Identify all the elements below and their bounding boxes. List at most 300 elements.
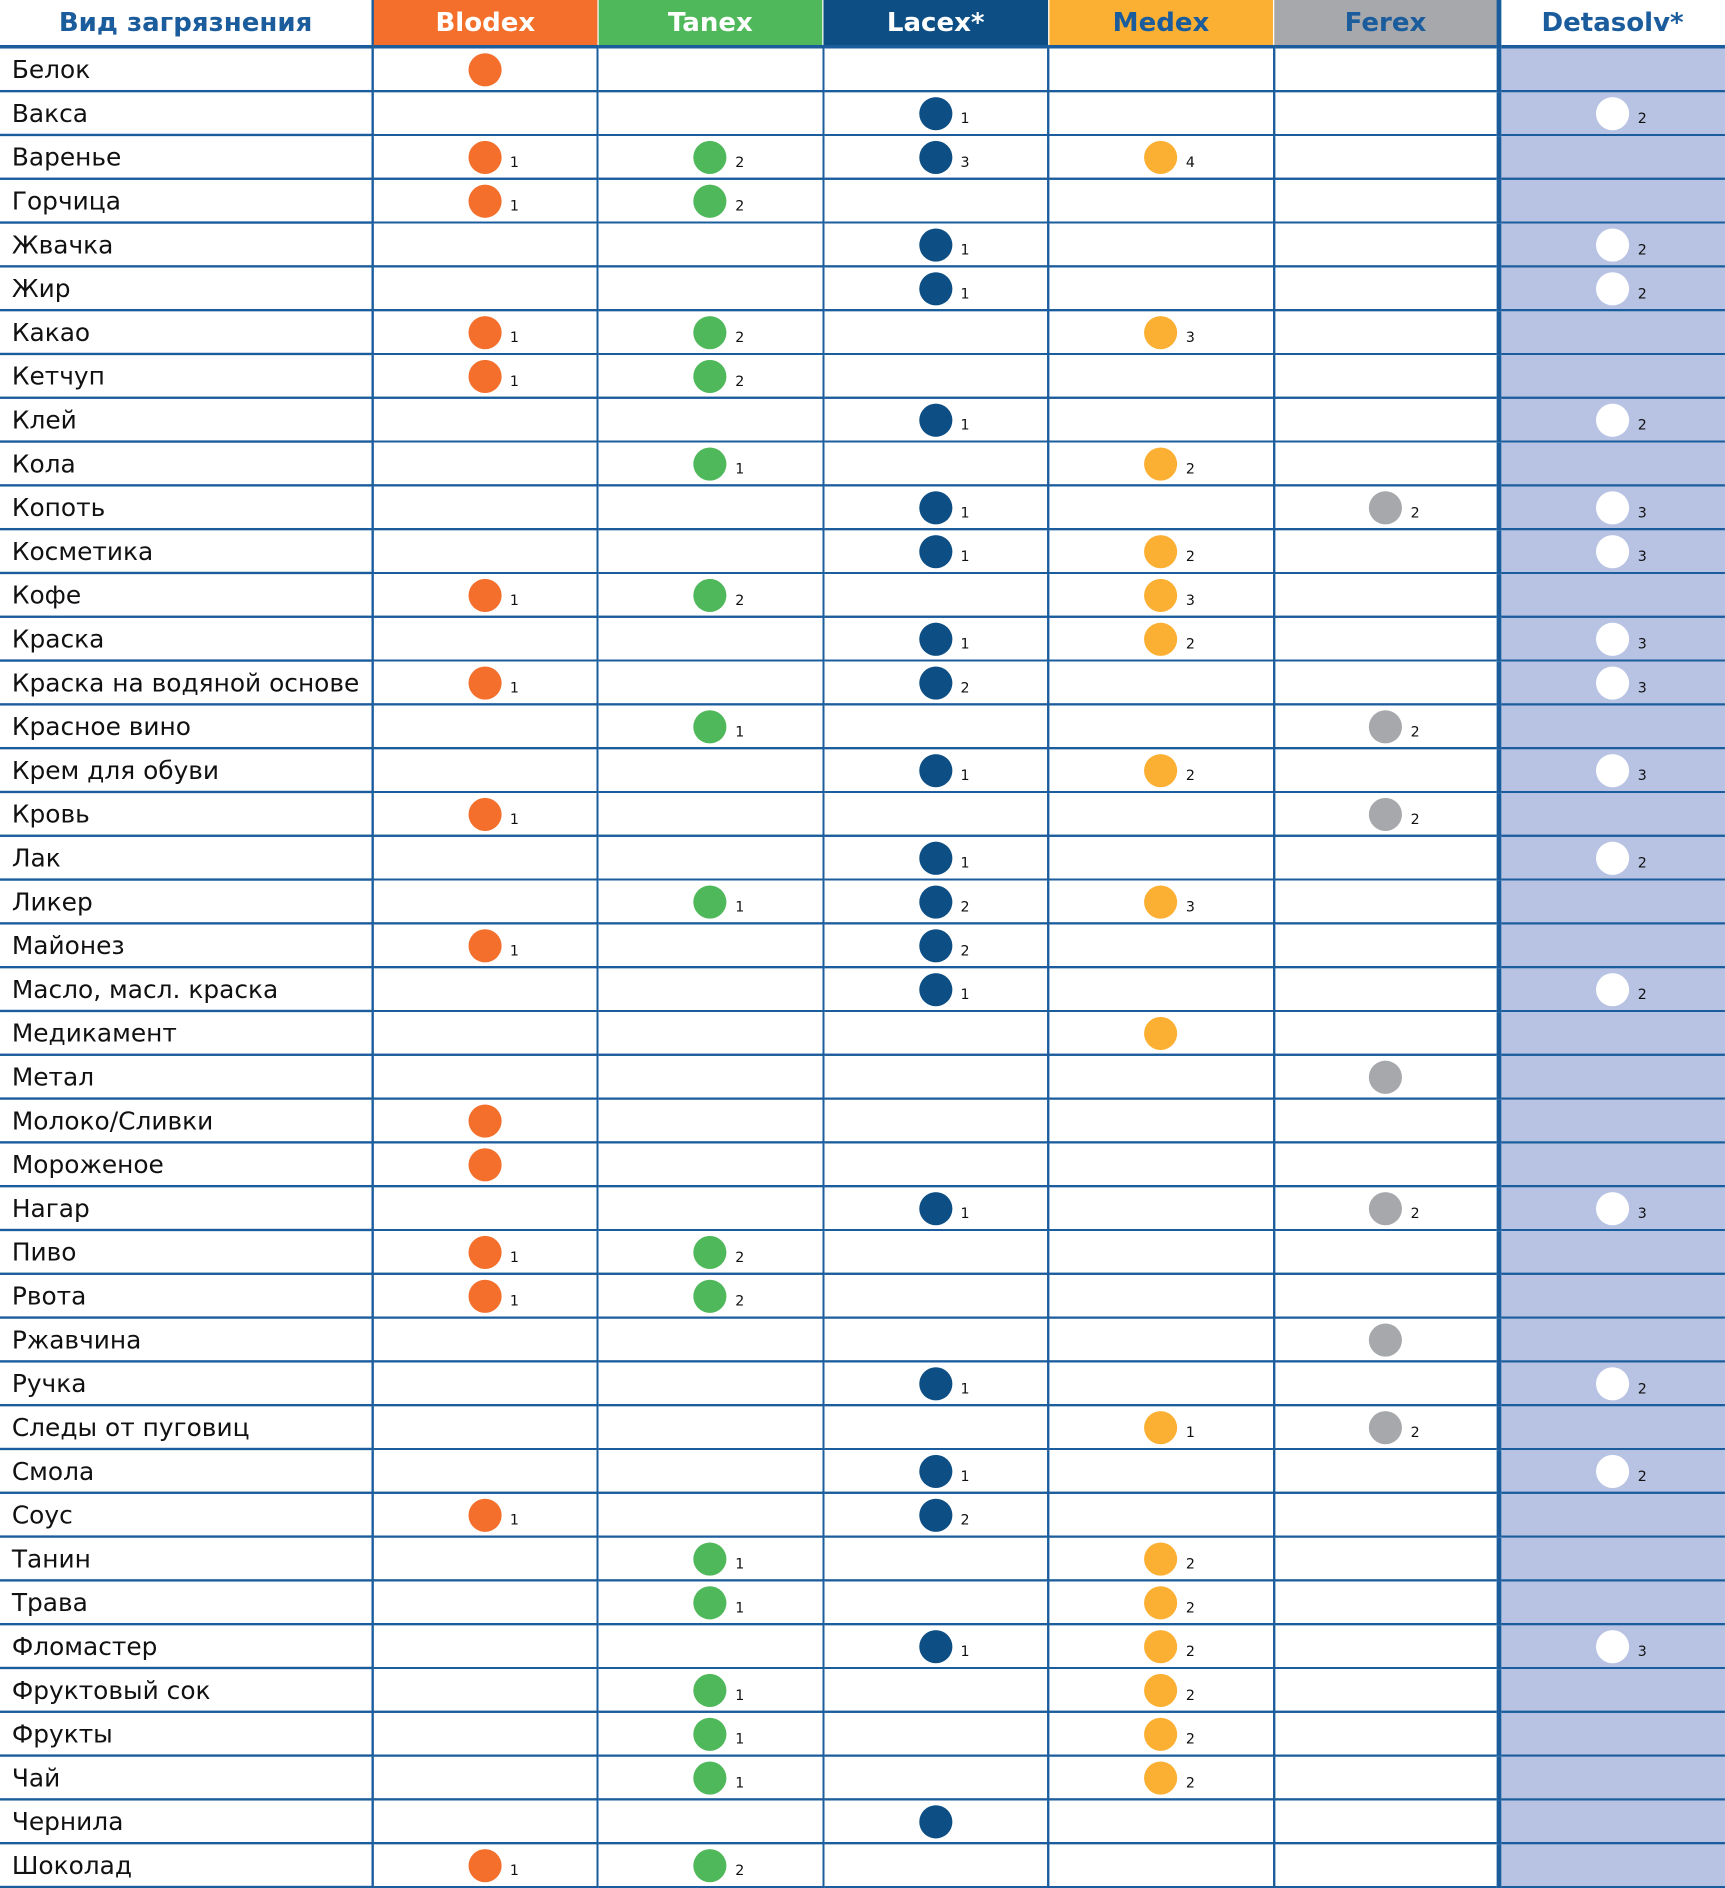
order-number: 2 [1637,109,1647,127]
cell-medex [1048,354,1273,398]
table-row [0,1537,1724,1581]
cell-lacex [823,223,1048,267]
cell-blodex [372,1712,597,1756]
recommendation-mark [1596,534,1667,567]
cell-lacex [823,704,1048,748]
stain-type-name: Кетчуп [0,354,372,398]
recommendation-mark [919,1454,990,1487]
cell-tanex [598,1099,823,1143]
table-row [0,1274,1724,1318]
order-number: 1 [735,1730,745,1747]
order-number: 2 [1185,635,1195,652]
cell-lacex [823,1537,1048,1581]
cell-blodex [372,923,597,967]
recommendation-mark [919,885,990,918]
order-number: 1 [509,1511,519,1528]
stain-type-name: Нагар [0,1186,372,1230]
product-dot-ferex [1369,1410,1402,1443]
cell-ferex [1274,1756,1499,1800]
cell-tanex [598,1274,823,1318]
cell-detasolv [1499,1230,1724,1274]
cell-ferex [1274,748,1499,792]
product-dot-detasolv [1596,666,1629,699]
order-number: 2 [1637,854,1647,871]
recommendation-mark [919,841,990,874]
cell-medex [1048,1799,1273,1843]
table-row [0,1055,1724,1099]
cell-tanex [598,967,823,1011]
cell-detasolv [1499,661,1724,705]
cell-lacex [823,1230,1048,1274]
product-dot-lacex [919,622,952,655]
cell-detasolv [1499,573,1724,617]
stain-type-name: Чай [0,1756,372,1800]
product-dot-medex [1144,1410,1177,1443]
product-dot-lacex [919,140,952,173]
order-number: 2 [1637,985,1647,1003]
recommendation-mark [1596,272,1667,305]
recommendation-mark [1369,1060,1440,1093]
stain-type-name: Крем для обуви [0,748,372,792]
cell-ferex [1274,442,1499,486]
stain-type-name: Ручка [0,1361,372,1405]
table-row [0,1843,1724,1887]
cell-medex [1048,223,1273,267]
cell-detasolv [1499,1799,1724,1843]
product-dot-detasolv [1596,1454,1629,1487]
product-dot-blodex [468,140,501,173]
order-number: 3 [1185,897,1195,915]
recommendation-mark [694,710,765,743]
cell-medex [1048,1537,1273,1581]
cell-lacex [823,179,1048,223]
cell-medex [1048,135,1273,179]
column-header-medex: Medex [1048,0,1273,47]
order-number: 3 [1185,328,1195,346]
order-number: 2 [960,941,970,959]
recommendation-mark [468,1235,539,1268]
cell-blodex [372,485,597,529]
cell-ferex [1274,485,1499,529]
stain-type-name: Красное вино [0,704,372,748]
cell-lacex [823,1405,1048,1449]
recommendation-mark [694,578,765,611]
cell-detasolv [1499,1011,1724,1055]
product-dot-lacex [919,491,952,524]
cell-tanex [598,1361,823,1405]
cell-blodex [372,91,597,135]
cell-lacex [823,398,1048,442]
cell-blodex [372,1624,597,1668]
cell-ferex [1274,1668,1499,1712]
order-number: 2 [1185,1686,1195,1703]
column-header-lacex: Lacex* [823,0,1048,47]
cell-medex [1048,47,1273,91]
cell-medex [1048,179,1273,223]
table-row [0,792,1724,836]
product-dot-blodex [468,797,501,830]
order-number: 2 [1637,240,1647,258]
product-dot-lacex [919,929,952,962]
cell-blodex [372,1756,597,1800]
order-number: 2 [960,1511,970,1528]
cell-medex [1048,1099,1273,1143]
cell-lacex [823,617,1048,661]
cell-tanex [598,1011,823,1055]
table-row [0,1142,1724,1186]
recommendation-mark [468,1849,539,1882]
cell-blodex [372,1011,597,1055]
order-number: 3 [1185,591,1195,608]
table-row [0,748,1724,792]
product-dot-lacex [919,228,952,261]
cell-tanex [598,1756,823,1800]
product-dot-tanex [694,578,727,611]
recommendation-mark [1369,491,1440,524]
cell-medex [1048,573,1273,617]
recommendation-mark [1144,1673,1215,1706]
cell-ferex [1274,967,1499,1011]
header-row [0,0,1724,47]
cell-lacex [823,1449,1048,1493]
cell-detasolv [1499,223,1724,267]
product-dot-ferex [1369,1060,1402,1093]
cell-tanex [598,1449,823,1493]
cell-blodex [372,529,597,573]
cell-lacex [823,880,1048,924]
cell-tanex [598,1055,823,1099]
order-number: 1 [1185,1423,1195,1441]
cell-detasolv [1499,923,1724,967]
order-number: 1 [960,109,970,127]
cell-medex [1048,266,1273,310]
order-number: 2 [1637,284,1647,302]
recommendation-mark [468,184,539,217]
recommendation-mark [694,447,765,480]
order-number: 2 [1410,1204,1420,1222]
order-number: 3 [1637,547,1647,565]
recommendation-mark [1144,140,1215,173]
cell-ferex [1274,1230,1499,1274]
recommendation-mark [919,491,990,524]
recommendation-mark [1596,228,1667,261]
recommendation-mark [1144,885,1215,918]
product-dot-blodex [468,1498,501,1531]
cell-medex [1048,398,1273,442]
recommendation-mark [1144,1717,1215,1750]
table-row [0,135,1724,179]
cell-lacex [823,1099,1048,1143]
table-row [0,1756,1724,1800]
cell-blodex [372,1843,597,1887]
cell-tanex [598,617,823,661]
cell-medex [1048,1843,1273,1887]
product-dot-tanex [694,710,727,743]
cell-tanex [598,529,823,573]
stain-type-name: Краска на водяной основе [0,661,372,705]
product-dot-medex [1144,140,1177,173]
product-dot-detasolv [1596,622,1629,655]
recommendation-mark [468,1148,539,1181]
product-dot-tanex [694,885,727,918]
recommendation-mark [919,753,990,786]
cell-tanex [598,748,823,792]
cell-tanex [598,1624,823,1668]
stain-type-name: Трава [0,1580,372,1624]
order-number: 1 [960,240,970,258]
recommendation-mark [1144,1761,1215,1794]
table-row [0,1186,1724,1230]
recommendation-mark [694,359,765,392]
cell-medex [1048,1186,1273,1230]
recommendation-mark [694,885,765,918]
cell-lacex [823,266,1048,310]
product-dot-ferex [1369,491,1402,524]
cell-blodex [372,1449,597,1493]
cell-detasolv [1499,1449,1724,1493]
product-dot-blodex [468,1148,501,1181]
cell-detasolv [1499,354,1724,398]
cell-blodex [372,1142,597,1186]
product-dot-blodex [468,184,501,217]
product-dot-medex [1144,885,1177,918]
cell-ferex [1274,1055,1499,1099]
product-dot-detasolv [1596,272,1629,305]
product-dot-medex [1144,578,1177,611]
recommendation-mark [1596,972,1667,1005]
stain-type-name: Краска [0,617,372,661]
recommendation-mark [1369,1410,1440,1443]
cell-lacex [823,1580,1048,1624]
recommendation-mark [468,1279,539,1312]
cell-blodex [372,1318,597,1362]
cell-lacex [823,1361,1048,1405]
cell-medex [1048,1142,1273,1186]
table-row [0,661,1724,705]
stain-type-name: Масло, масл. краска [0,967,372,1011]
cell-detasolv [1499,1099,1724,1143]
cell-blodex [372,223,597,267]
cell-tanex [598,91,823,135]
cell-lacex [823,967,1048,1011]
cell-blodex [372,880,597,924]
product-dot-detasolv [1596,753,1629,786]
table-row [0,704,1724,748]
order-number: 2 [960,678,970,696]
cell-ferex [1274,880,1499,924]
recommendation-mark [919,622,990,655]
recommendation-mark [1144,315,1215,348]
order-number: 2 [735,1292,745,1309]
cell-tanex [598,179,823,223]
order-number: 1 [735,897,745,915]
recommendation-mark [468,140,539,173]
order-number: 2 [1185,1554,1195,1572]
product-dot-detasolv [1596,1367,1629,1400]
table-row [0,47,1724,91]
order-number: 1 [960,547,970,565]
cell-medex [1048,1011,1273,1055]
cell-ferex [1274,1537,1499,1581]
recommendation-mark [694,1235,765,1268]
cell-detasolv [1499,1843,1724,1887]
stain-type-name: Медикамент [0,1011,372,1055]
order-number: 3 [1637,1204,1647,1222]
table-row [0,1624,1724,1668]
stain-type-name: Рвота [0,1274,372,1318]
column-header-stain-type: Вид загрязнения [0,0,372,47]
column-header-detasolv: Detasolv* [1499,0,1724,47]
cell-detasolv [1499,1580,1724,1624]
order-number: 2 [1185,459,1195,477]
recommendation-mark [1144,622,1215,655]
recommendation-mark [919,1630,990,1663]
cell-tanex [598,1230,823,1274]
table-row [0,1230,1724,1274]
order-number: 2 [735,197,745,214]
cell-blodex [372,1580,597,1624]
order-number: 1 [960,416,970,433]
cell-lacex [823,1318,1048,1362]
cell-ferex [1274,47,1499,91]
product-dot-tanex [694,359,727,392]
recommendation-mark [468,315,539,348]
cell-tanex [598,442,823,486]
order-number: 2 [1185,766,1195,784]
recommendation-mark [1144,1586,1215,1619]
recommendation-mark [468,578,539,611]
cell-medex [1048,1449,1273,1493]
cell-ferex [1274,1011,1499,1055]
order-number: 1 [509,1861,519,1879]
product-dot-medex [1144,1761,1177,1794]
cell-detasolv [1499,1405,1724,1449]
product-dot-lacex [919,753,952,786]
cell-ferex [1274,836,1499,880]
cell-lacex [823,573,1048,617]
product-dot-tanex [694,1542,727,1575]
cell-detasolv [1499,1756,1724,1800]
order-number: 3 [1637,635,1647,652]
cell-detasolv [1499,47,1724,91]
cell-ferex [1274,1405,1499,1449]
order-number: 1 [960,1204,970,1222]
product-dot-medex [1144,622,1177,655]
stain-type-name: Горчица [0,179,372,223]
order-number: 3 [1637,678,1647,696]
order-number: 1 [735,459,745,477]
cell-blodex [372,1668,597,1712]
product-dot-detasolv [1596,96,1629,129]
cell-tanex [598,1318,823,1362]
order-number: 2 [735,328,745,346]
order-number: 1 [509,197,519,214]
order-number: 1 [735,1773,745,1791]
recommendation-mark [468,53,539,86]
table-row [0,442,1724,486]
cell-blodex [372,617,597,661]
cell-ferex [1274,1449,1499,1493]
product-dot-lacex [919,972,952,1005]
table-row [0,310,1724,354]
cell-lacex [823,1756,1048,1800]
cell-lacex [823,485,1048,529]
product-dot-blodex [468,929,501,962]
cell-tanex [598,354,823,398]
cell-ferex [1274,135,1499,179]
order-number: 2 [1637,416,1647,433]
cell-medex [1048,310,1273,354]
product-dot-lacex [919,96,952,129]
cell-detasolv [1499,792,1724,836]
product-dot-blodex [468,53,501,86]
table-row [0,223,1724,267]
cell-ferex [1274,1186,1499,1230]
cell-blodex [372,398,597,442]
stain-type-name: Шоколад [0,1843,372,1887]
order-number: 1 [509,678,519,696]
cell-blodex [372,310,597,354]
product-dot-ferex [1369,797,1402,830]
product-dot-medex [1144,1717,1177,1750]
cell-blodex [372,442,597,486]
recommendation-mark [694,1849,765,1882]
order-number: 2 [735,591,745,608]
order-number: 1 [509,372,519,389]
product-dot-detasolv [1596,1630,1629,1663]
cell-lacex [823,792,1048,836]
product-dot-medex [1144,753,1177,786]
order-number: 3 [1637,1642,1647,1660]
cell-medex [1048,1668,1273,1712]
cell-tanex [598,1799,823,1843]
table-row [0,266,1724,310]
cell-blodex [372,1493,597,1537]
recommendation-mark [1596,491,1667,524]
stain-type-name: Клей [0,398,372,442]
product-dot-lacex [919,1367,952,1400]
cell-lacex [823,91,1048,135]
cell-medex [1048,836,1273,880]
cell-tanex [598,836,823,880]
cell-ferex [1274,661,1499,705]
order-number: 1 [960,635,970,652]
stain-type-name: Кровь [0,792,372,836]
product-dot-medex [1144,1016,1177,1049]
recommendation-mark [468,929,539,962]
product-dot-lacex [919,1805,952,1838]
cell-medex [1048,617,1273,661]
product-dot-medex [1144,1673,1177,1706]
order-number: 1 [960,284,970,302]
cell-medex [1048,485,1273,529]
cell-blodex [372,748,597,792]
cell-blodex [372,179,597,223]
recommendation-mark [919,1805,990,1838]
cell-blodex [372,573,597,617]
cell-blodex [372,704,597,748]
order-number: 1 [960,854,970,871]
cell-ferex [1274,1318,1499,1362]
cell-tanex [598,1537,823,1581]
stain-type-name: Чернила [0,1799,372,1843]
product-dot-medex [1144,315,1177,348]
cell-detasolv [1499,748,1724,792]
cell-tanex [598,880,823,924]
product-dot-detasolv [1596,841,1629,874]
product-dot-lacex [919,403,952,436]
cell-blodex [372,1230,597,1274]
